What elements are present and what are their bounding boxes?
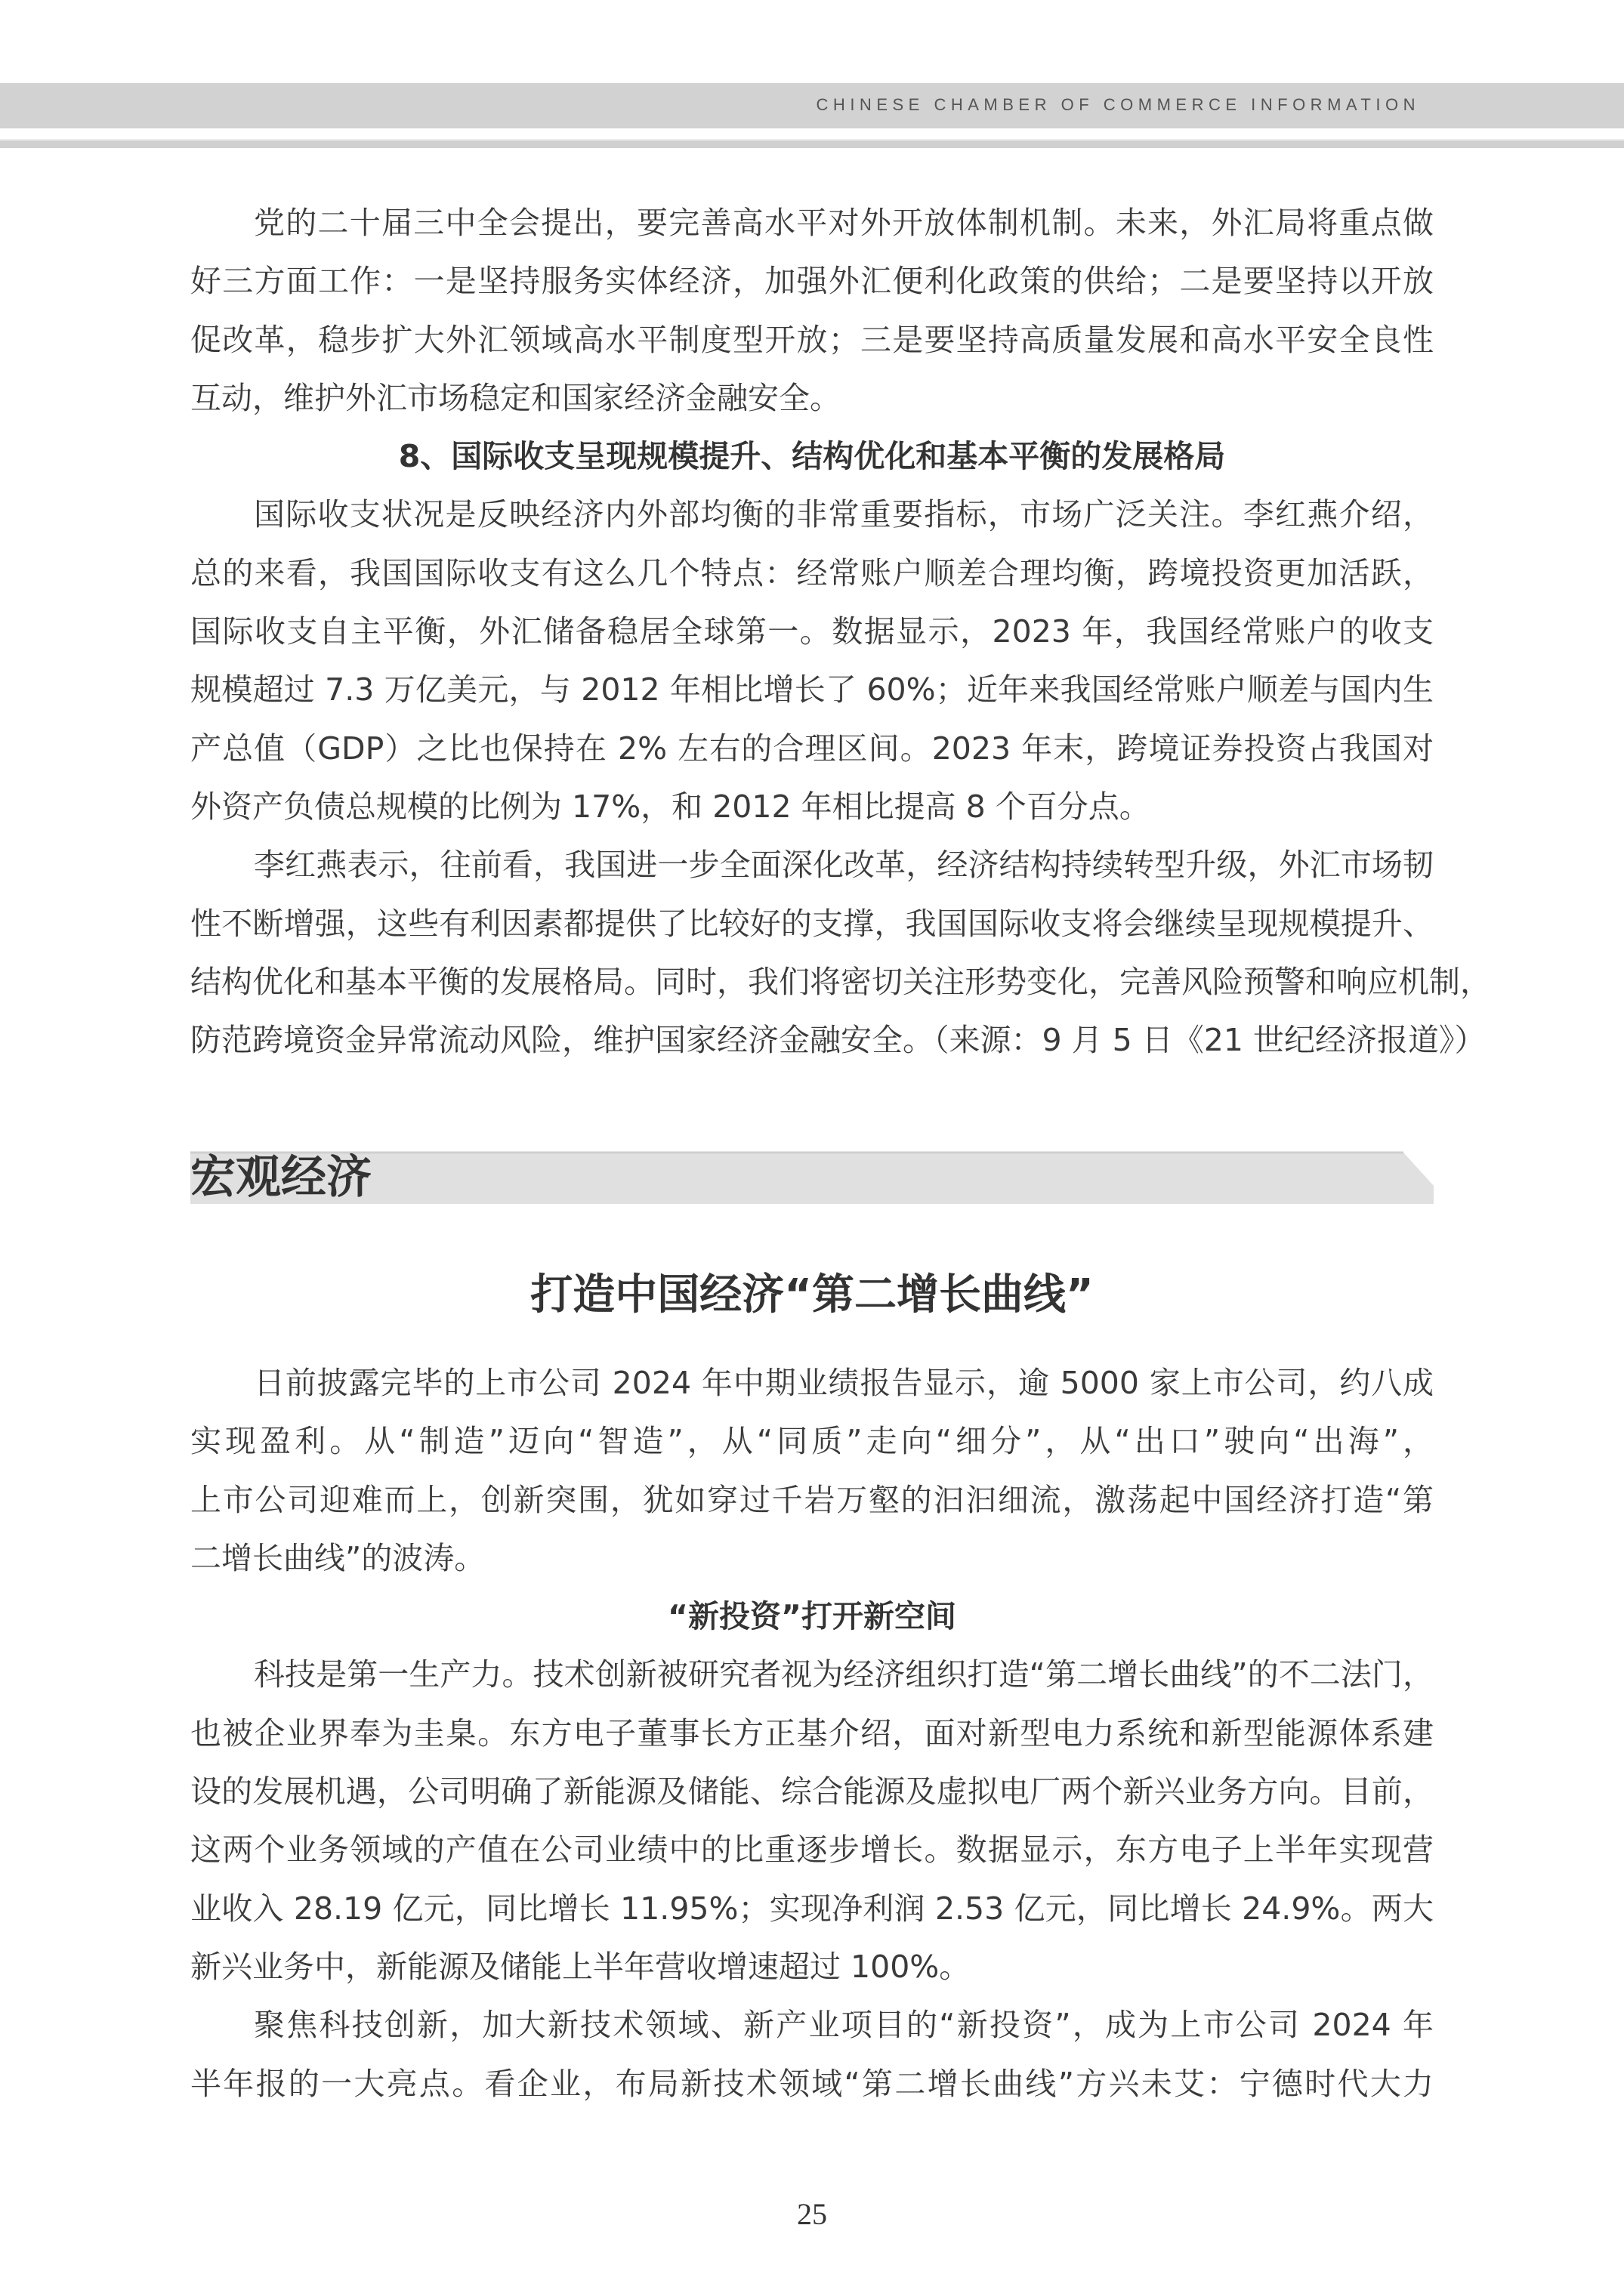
paragraph-line: 新兴业务中，新能源及储能上半年营收增速超过 100%。	[190, 1948, 971, 1985]
paragraph-line: 聚焦科技创新，加大新技术领域、新产业项目的“新投资”，成为上市公司 2024 年	[254, 2007, 1434, 2044]
paragraph-line: 互动，维护外汇市场稳定和国家经济金融安全。	[190, 379, 841, 416]
paragraph-line: 半年报的一大亮点。看企业，布局新技术领域“第二增长曲线”方兴未艾：宁德时代大力	[190, 2065, 1434, 2102]
paragraph-line: 业收入 28.19 亿元，同比增长 11.95%；实现净利润 2.53 亿元，同比增长 24.9%。两大	[190, 1890, 1434, 1927]
paragraph-line: 这两个业务领域的产值在公司业绩中的比重逐步增长。数据显示，东方电子上半年实现营	[190, 1832, 1434, 1869]
section-banner	[190, 1151, 1434, 1204]
publication-name: CHINESE CHAMBER OF COMMERCE INFORMATION	[816, 95, 1420, 114]
section-label: 宏观经济	[190, 1151, 372, 1204]
paragraph-line: 国际收支自主平衡，外汇储备稳居全球第一。数据显示，2023 年，我国经常账户的收支	[190, 613, 1434, 650]
article-continuation	[190, 194, 1491, 1069]
paragraph-line: 结构优化和基本平衡的发展格局。同时，我们将密切关注形势变化，完善风险预警和响应机制，	[190, 963, 1491, 1000]
article-title: 打造中国经济“第二增长曲线”	[530, 1270, 1094, 1319]
header-divider	[0, 139, 1624, 148]
paragraph-line: 科技是第一生产力。技术创新被研究者视为经济组织打造“第二增长曲线”的不二法门，	[254, 1656, 1434, 1693]
paragraph-line: 上市公司迎难而上，创新突围，犹如穿过千岩万壑的汩汩细流，激荡起中国经济打造“第	[190, 1481, 1434, 1518]
paragraph-line: 防范跨境资金异常流动风险，维护国家经济金融安全。（来源：9 月 5 日《21 世纪经济报道》）	[190, 1022, 1486, 1059]
paragraph-line: 规模超过 7.3 万亿美元，与 2012 年相比增长了 60%；近年来我国经常账户顺差与国内生	[190, 671, 1434, 708]
paragraph-line: 日前披露完毕的上市公司 2024 年中期业绩报告显示，逾 5000 家上市公司，约八成	[254, 1365, 1434, 1401]
paragraph-line: 设的发展机遇，公司明确了新能源及储能、综合能源及虚拟电厂两个新兴业务方向。目前，	[190, 1773, 1434, 1810]
subheading: “新投资”打开新空间	[668, 1598, 956, 1635]
paragraph-line: 国际收支状况是反映经济内外部均衡的非常重要指标，市场广泛关注。李红燕介绍，	[254, 496, 1434, 533]
paragraph-line: 性不断增强，这些有利因素都提供了比较好的支撑，我国国际收支将会继续呈现规模提升、	[190, 905, 1434, 942]
paragraph-line: 外资产负债总规模的比例为 17%，和 2012 年相比提高 8 个百分点。	[190, 788, 1150, 825]
paragraph-line: 党的二十届三中全会提出，要完善高水平对外开放体制机制。未来，外汇局将重点做	[254, 205, 1434, 241]
subheading: 8、国际收支呈现规模提升、结构优化和基本平衡的发展格局	[398, 438, 1226, 475]
paragraph-line: 实现盈利。从“制造”迈向“智造”，从“同质”走向“细分”，从“出口”驶向“出海”，	[190, 1423, 1434, 1460]
article-body	[190, 1354, 1434, 2113]
paragraph-line: 产总值（GDP）之比也保持在 2% 左右的合理区间。2023 年末，跨境证券投资占我国对	[190, 730, 1434, 767]
paragraph-line: 也被企业界奉为圭臬。东方电子董事长方正基介绍，面对新型电力系统和新型能源体系建	[190, 1714, 1434, 1751]
paragraph-line: 二增长曲线”的波涛。	[190, 1539, 486, 1576]
section-banner-shape	[190, 1151, 1434, 1204]
paragraph-line: 李红燕表示，往前看，我国进一步全面深化改革，经济结构持续转型升级，外汇市场韧	[254, 847, 1434, 884]
page-number: 25	[797, 2197, 827, 2231]
paragraph-line: 促改革，稳步扩大外汇领域高水平制度型开放；三是要坚持高质量发展和高水平安全良性	[190, 321, 1434, 358]
paragraph-line: 好三方面工作：一是坚持服务实体经济，加强外汇便利化政策的供给；二是要坚持以开放	[190, 263, 1434, 300]
paragraph-line: 总的来看，我国国际收支有这么几个特点：经常账户顺差合理均衡，跨境投资更加活跃，	[190, 554, 1434, 591]
